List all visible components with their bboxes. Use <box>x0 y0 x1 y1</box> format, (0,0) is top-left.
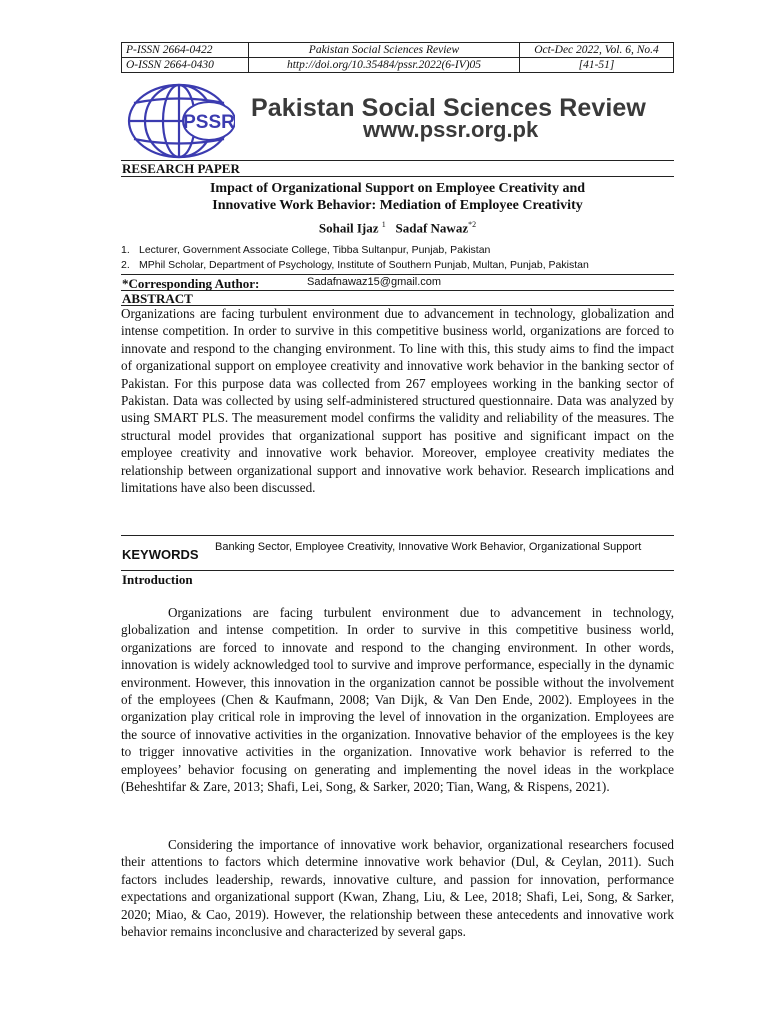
divider <box>121 290 674 291</box>
author-list <box>121 220 674 236</box>
divider <box>121 535 674 536</box>
affiliation-item: 1. Lecturer, Government Associate College, Tibba Sultanpur, Punjab, Pakistan <box>121 244 491 256</box>
doi-link[interactable]: http://doi.org/10.35484/pssr.2022(6-IV)05 <box>249 58 520 73</box>
print-issn: P-ISSN 2664-0422 <box>122 43 249 58</box>
keywords-label: KEYWORDS <box>122 547 199 562</box>
abstract-text: Organizations are facing turbulent environment due to advancement in technology, globalization and intense competition. In order to survive in this competitive business world, organizations are forced to innovate and respond to the changing environment. To line with this, this study aims to find the impact of organizational support on employee creativity and innovative work behavior in the banking sector of Pakistan. For this purpose data was collected from 267 employees working in the banking sector of Pakistan. Data was collected by using self-administered structured questionnaire. Data was analyzed by using SMART PLS. The measurement model confirms the validity and reliability of the measures. The structural model provides that organizational support has positive and significant impact on the employee creativity and innovative work behavior. Moreover, employee creativity mediates the relationship between organizational support and innovative work behavior. Research implications and limitations have also been discussed. <box>121 306 674 496</box>
author-affiliation-mark: *2 <box>468 220 477 229</box>
keywords-list: Banking Sector, Employee Creativity, Innovative Work Behavior, Organizational Support <box>215 541 642 553</box>
title-line-1: Impact of Organizational Support on Employee Creativity and <box>209 181 586 196</box>
journal-name: Pakistan Social Sciences Review <box>251 94 646 122</box>
affiliations <box>121 243 674 273</box>
journal-banner <box>123 80 683 162</box>
author-name: Sadaf Nawaz <box>395 220 469 236</box>
abstract-heading: ABSTRACT <box>122 291 193 306</box>
issue-info: Oct-Dec 2022, Vol. 6, No.4 <box>520 43 674 58</box>
divider <box>121 176 674 177</box>
title-line-2: Innovative Work Behavior: Mediation of Employee Creativity <box>212 198 583 213</box>
corresponding-author-email[interactable]: Sadafnawaz15@gmail.com <box>307 276 442 288</box>
paper-type-label: RESEARCH PAPER <box>122 161 240 176</box>
body-paragraph: Organizations are facing turbulent environment due to advancement in technology, globalization and intense competition. In order to survive in this competitive business world, organizations are forced to innovate and respond to the changing environment. In other words, innovation is widely acknowledged tool to survive and improve performance, especially in the dynamic environment. However, this innovation in the organization cannot be possible without the involvement of the employees (Chen & Kaufmann, 2008; Van Dijk, & Van Den Ende, 2002). Employees in the organization play critical role in improving the level of innovation in the organization. Employees are the source of innovative activities in the organization. Innovative behavior of the employees is the key to trigger innovative activities in the organization. Innovative work behavior is referred to the employees’ behavior focusing on generating and implementing the novel ideas in the workplace (Beheshtifar & Zare, 2013; Shafi, Lei, Song, & Sarker, 2020; Tian, Wang, & Rispens, 2021). <box>121 605 674 795</box>
author-affiliation-mark: 1 <box>381 220 386 229</box>
online-issn: O-ISSN 2664-0430 <box>122 58 249 73</box>
page-range: [41-51] <box>520 58 674 73</box>
corresponding-author-label: *Corresponding Author: <box>122 276 260 291</box>
author-name: Sohail Ijaz <box>318 220 379 236</box>
introduction-heading: Introduction <box>122 572 193 587</box>
divider <box>121 274 674 275</box>
affiliation-item: 2. MPhil Scholar, Department of Psychology, Institute of Southern Punjab, Multan, Punjab, Pakistan <box>121 259 589 271</box>
paper-title <box>121 180 674 214</box>
journal-title-cell: Pakistan Social Sciences Review <box>249 43 520 58</box>
body-paragraph: Considering the importance of innovative work behavior, organizational researchers focused their attentions to factors which determine innovative work behavior (Dul, & Ceylan, 2011). Such factors includes leadership, rewards, innovative culture, and passion for innovation, performance expectations and organizational support (Kwan, Zhang, Liu, & Lee, 2018; Shafi, Lei, Song, & Sarker, 2020; Miao, & Cao, 2019). However, the relationship between these antecedents and innovative work behavior remains inconclusive and characterized by several gaps. <box>121 837 674 940</box>
logo-text: PSSR <box>183 112 235 133</box>
journal-header-table <box>121 42 674 73</box>
pssr-globe-logo-icon <box>123 80 235 162</box>
divider <box>121 570 674 571</box>
journal-website[interactable]: www.pssr.org.pk <box>363 117 539 142</box>
